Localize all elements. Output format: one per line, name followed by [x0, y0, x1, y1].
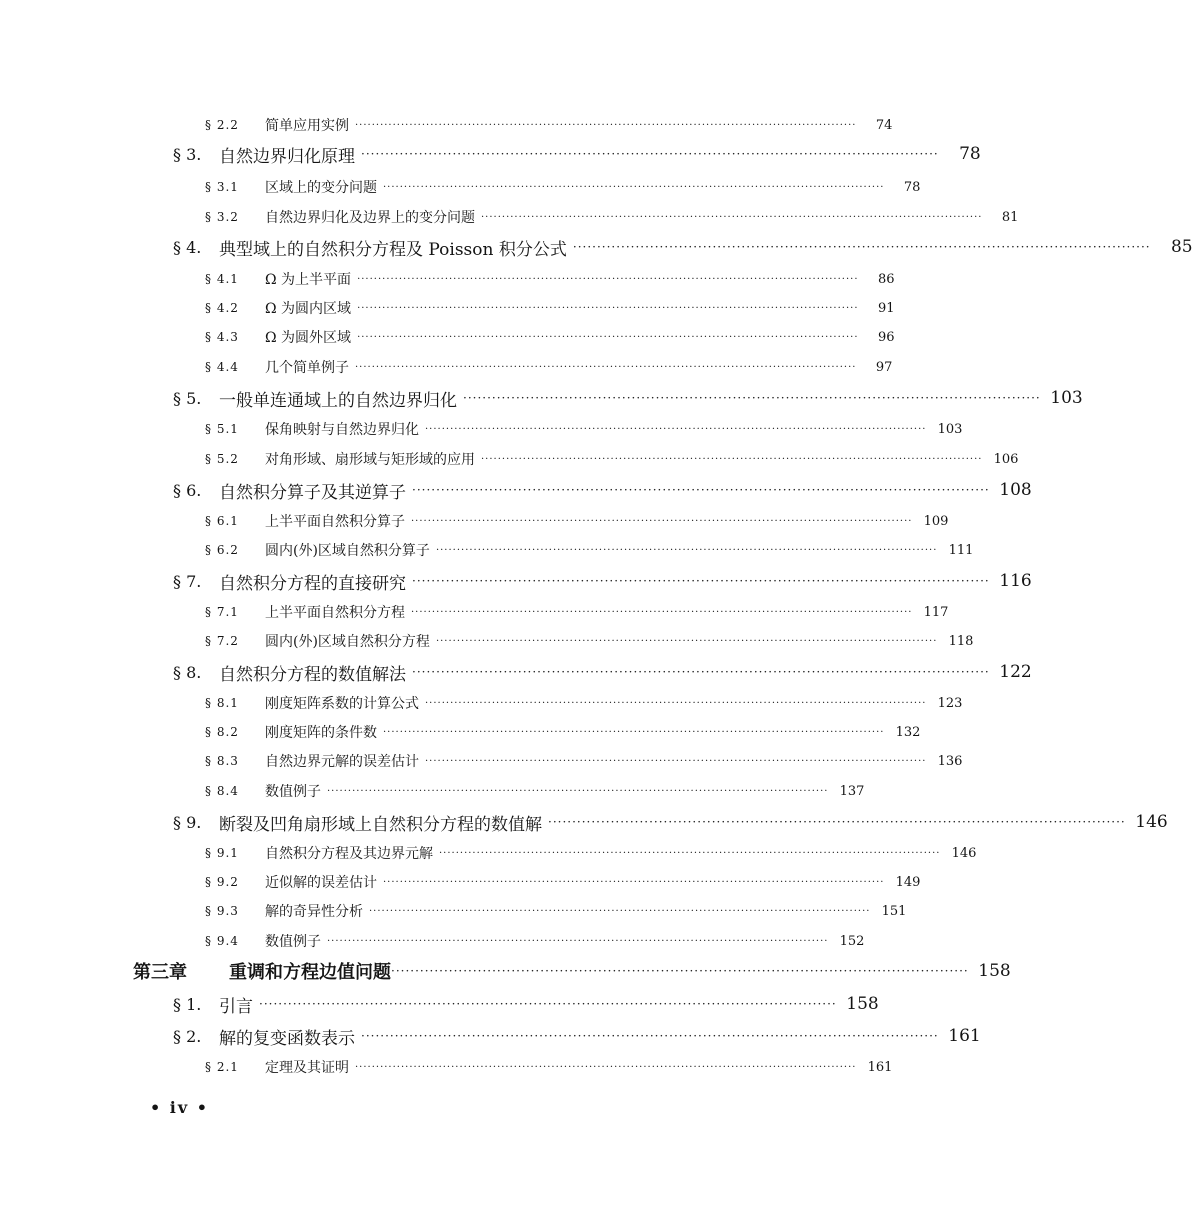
toc-entry — [205, 114, 893, 136]
dot-leader: ························································································································ — [411, 606, 913, 618]
toc-entry — [205, 268, 895, 290]
section-title: Ω 为圆外区域 — [265, 330, 352, 346]
toc-entry — [173, 991, 879, 1017]
page-ref: 146 — [951, 845, 977, 861]
section-number: § 8.3 — [205, 754, 239, 768]
section-title: 自然积分方程及其边界元解 — [265, 846, 433, 862]
toc-entry — [205, 510, 949, 532]
section-number: § 2.1 — [205, 1060, 239, 1074]
page-ref: 161 — [948, 1026, 981, 1046]
toc-entry — [205, 418, 963, 440]
dot-leader: ························································································································ — [361, 147, 939, 161]
dot-leader: ························································································································ — [383, 876, 885, 888]
toc-entry — [205, 448, 1019, 470]
section-number: § 3.2 — [205, 210, 239, 224]
section-number: § 1. — [173, 994, 202, 1014]
section-number: § 6. — [173, 480, 202, 500]
section-number: § 5. — [173, 388, 202, 408]
section-title: 数值例子 — [265, 784, 321, 800]
toc-entry — [173, 234, 1193, 260]
page-ref: 111 — [948, 542, 974, 558]
page-ref: 152 — [839, 933, 865, 949]
section-title: 重调和方程边值问题 — [229, 962, 391, 983]
section-title: 近似解的误差估计 — [265, 875, 377, 891]
toc-entry — [205, 842, 977, 864]
dot-leader: ························································································································ — [435, 635, 938, 647]
section-title: 定理及其证明 — [265, 1060, 349, 1076]
dot-leader: ························································································································ — [548, 815, 1126, 829]
page-ref: 123 — [937, 695, 963, 711]
section-title: 保角映射与自然边界归化 — [265, 422, 419, 438]
section-title: 数值例子 — [265, 934, 321, 950]
toc-entry — [205, 692, 963, 714]
page-ref: 108 — [999, 480, 1032, 500]
section-title: 自然积分方程的数值解法 — [219, 664, 406, 685]
page-number: • iv • — [150, 1098, 209, 1117]
section-number: § 2.2 — [205, 118, 239, 132]
page-ref: 116 — [999, 571, 1032, 591]
section-title: 上半平面自然积分方程 — [265, 605, 405, 621]
toc-entry — [205, 630, 974, 652]
page-ref: 136 — [937, 753, 963, 769]
toc-entry — [173, 1023, 981, 1049]
page-ref: 96 — [877, 329, 895, 345]
section-title: Ω 为上半平面 — [265, 272, 352, 288]
section-number: § 2. — [173, 1026, 202, 1046]
section-title: 刚度矩阵系数的计算公式 — [265, 696, 419, 712]
section-number: § 7.2 — [205, 634, 239, 648]
section-title: 上半平面自然积分算子 — [265, 514, 405, 530]
dot-leader: ························································································································ — [391, 964, 969, 978]
section-number: § 4.1 — [205, 272, 239, 286]
dot-leader: ························································································································ — [439, 847, 941, 859]
dot-leader: ························································································································ — [327, 785, 829, 797]
section-number: § 9.2 — [205, 875, 239, 889]
toc-entry — [205, 871, 921, 893]
toc-entry — [173, 659, 1032, 685]
section-number: § 5.1 — [205, 422, 239, 436]
dot-leader: ························································································································ — [425, 423, 927, 435]
section-number: § 4. — [173, 237, 202, 257]
toc-entry — [205, 601, 949, 623]
toc-entry — [173, 477, 1032, 503]
page-ref: 81 — [1001, 209, 1019, 225]
dot-leader: ························································································································ — [425, 755, 927, 767]
dot-leader: ························································································································ — [435, 544, 938, 556]
page-ref: 74 — [875, 117, 893, 133]
section-title: 引言 — [219, 996, 253, 1017]
section-title: 区域上的变分问题 — [265, 180, 377, 196]
dot-leader: ························································································································ — [357, 302, 859, 314]
section-title: 刚度矩阵的条件数 — [265, 725, 377, 741]
page-ref: 78 — [903, 179, 921, 195]
section-title: 解的复变函数表示 — [219, 1028, 355, 1049]
section-number: § 6.1 — [205, 514, 239, 528]
section-title: 解的奇异性分析 — [265, 904, 363, 920]
dot-leader: ························································································································ — [355, 361, 857, 373]
section-title: 自然边界归化及边界上的变分问题 — [265, 210, 475, 226]
section-number: 第三章 — [133, 962, 187, 983]
toc-entry — [173, 568, 1032, 594]
section-number: § 9.3 — [205, 904, 239, 918]
section-title: 几个简单例子 — [265, 360, 349, 376]
dot-leader: ························································································································ — [355, 1061, 857, 1073]
toc-entry — [173, 809, 1168, 835]
section-number: § 4.3 — [205, 330, 239, 344]
page-ref: 117 — [923, 604, 949, 620]
page-ref: 85 — [1170, 237, 1193, 257]
section-number: § 3. — [173, 144, 202, 164]
section-title: 断裂及凹角扇形域上自然积分方程的数值解 — [219, 814, 542, 835]
section-number: § 8.4 — [205, 784, 239, 798]
section-title: 圆内(外)区域自然积分算子 — [265, 543, 430, 559]
toc-entry — [205, 721, 921, 743]
section-number: § 6.2 — [205, 543, 239, 557]
toc-entry — [205, 930, 865, 952]
dot-leader: ························································································································ — [369, 905, 871, 917]
section-title: 自然边界归化原理 — [219, 146, 355, 167]
toc-entry — [133, 956, 1011, 986]
section-title: 圆内(外)区域自然积分方程 — [265, 634, 430, 650]
section-number: § 9.1 — [205, 846, 239, 860]
page-ref: 103 — [937, 421, 963, 437]
dot-leader: ························································································································ — [481, 453, 983, 465]
section-title: 对角形域、扇形域与矩形域的应用 — [265, 452, 475, 468]
page-ref: 151 — [881, 903, 907, 919]
dot-leader: ························································································································ — [357, 273, 859, 285]
page-ref: 161 — [867, 1059, 893, 1075]
dot-leader: ························································································································ — [425, 697, 927, 709]
page-ref: 109 — [923, 513, 949, 529]
dot-leader: ························································································································ — [357, 331, 859, 343]
section-number: § 7. — [173, 571, 202, 591]
page-ref: 91 — [877, 300, 895, 316]
dot-leader: ························································································································ — [327, 935, 829, 947]
section-number: § 9. — [173, 812, 202, 832]
section-number: § 8.2 — [205, 725, 239, 739]
section-number: § 7.1 — [205, 605, 239, 619]
section-title: Ω 为圆内区域 — [265, 301, 352, 317]
page-ref: 97 — [875, 359, 893, 375]
toc-entry — [205, 297, 895, 319]
section-number: § 5.2 — [205, 452, 239, 466]
dot-leader: ························································································································ — [361, 1029, 939, 1043]
dot-leader: ························································································································ — [411, 515, 913, 527]
section-title: 自然边界元解的误差估计 — [265, 754, 419, 770]
section-number: § 3.1 — [205, 180, 239, 194]
toc-entry — [205, 326, 895, 348]
page-ref: 137 — [839, 783, 865, 799]
page-ref: 103 — [1050, 388, 1083, 408]
page-ref: 78 — [959, 144, 981, 164]
toc-entry — [205, 750, 963, 772]
toc-entry — [205, 206, 1019, 228]
page-ref: 106 — [993, 451, 1019, 467]
page-ref: 132 — [895, 724, 921, 740]
dot-leader: ························································································································ — [463, 391, 1041, 405]
section-title: 自然积分算子及其逆算子 — [219, 482, 406, 503]
section-title: 典型域上的自然积分方程及 Poisson 积分公式 — [219, 239, 567, 260]
section-number: § 8. — [173, 662, 202, 682]
dot-leader: ························································································································ — [383, 181, 885, 193]
toc-entry — [205, 539, 974, 561]
dot-leader: ························································································································ — [412, 665, 990, 679]
section-title: 简单应用实例 — [265, 118, 349, 134]
toc-entry — [205, 900, 907, 922]
page-ref: 158 — [846, 994, 879, 1014]
section-number: § 9.4 — [205, 934, 239, 948]
page-ref: 146 — [1135, 812, 1168, 832]
dot-leader: ························································································································ — [383, 726, 885, 738]
toc-entry — [205, 176, 921, 198]
dot-leader: ························································································································ — [259, 997, 837, 1011]
toc-entry — [173, 385, 1083, 411]
toc-entry — [205, 1056, 893, 1078]
toc-entry — [205, 780, 865, 802]
page-ref: 158 — [978, 961, 1011, 981]
toc-entry — [205, 356, 893, 378]
toc-entry — [173, 141, 981, 167]
dot-leader: ························································································································ — [412, 574, 990, 588]
section-number: § 4.4 — [205, 360, 239, 374]
section-title: 自然积分方程的直接研究 — [219, 573, 406, 594]
section-number: § 4.2 — [205, 301, 239, 315]
dot-leader: ························································································································ — [412, 483, 990, 497]
section-number: § 8.1 — [205, 696, 239, 710]
dot-leader: ························································································································ — [481, 211, 983, 223]
page-ref: 122 — [999, 662, 1032, 682]
dot-leader: ························································································································ — [572, 240, 1151, 254]
dot-leader: ························································································································ — [355, 119, 857, 131]
section-title: 一般单连通域上的自然边界归化 — [219, 390, 457, 411]
page-ref: 86 — [877, 271, 895, 287]
page-ref: 118 — [948, 633, 974, 649]
page-ref: 149 — [895, 874, 921, 890]
